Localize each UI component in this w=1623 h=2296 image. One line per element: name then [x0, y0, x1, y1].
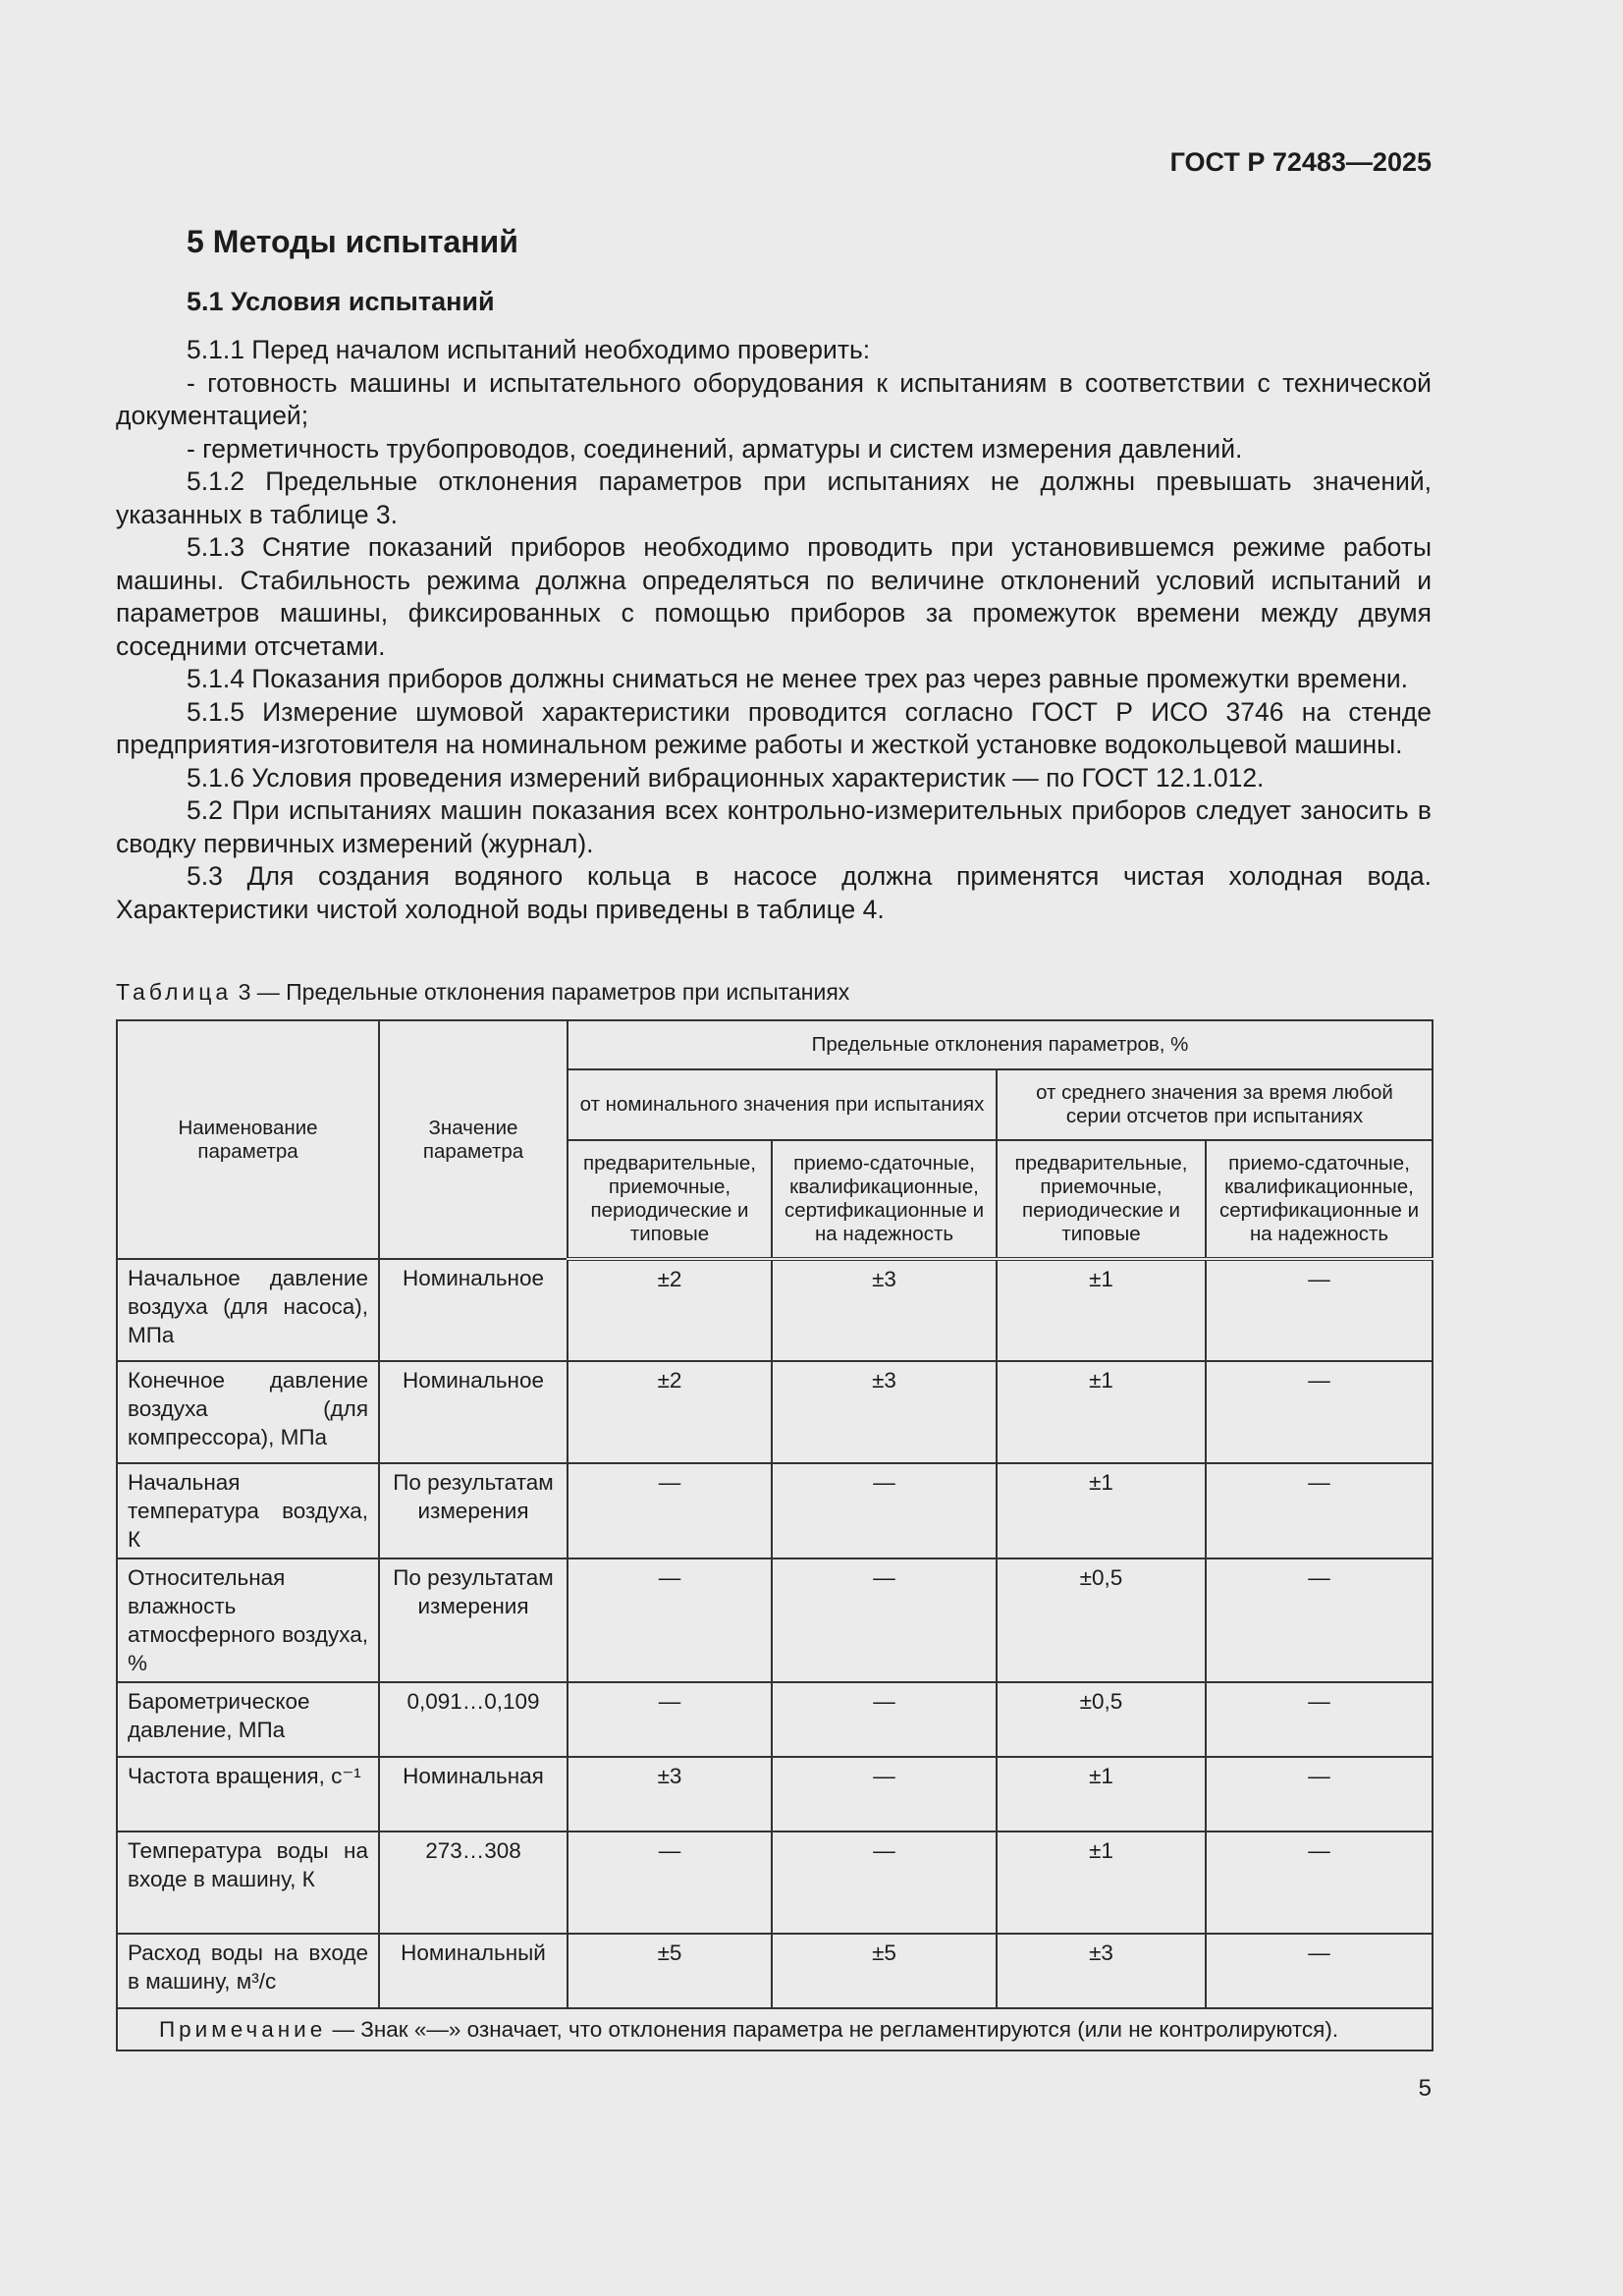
cell-c3: ±1: [997, 1757, 1206, 1831]
subsection-title: 5.1 Условия испытаний: [187, 287, 495, 316]
paragraph: 5.1.5 Измерение шумовой характеристики проводится согласно ГОСТ Р ИСО 3746 на стенде предприятия-изготовителя на номинальном режиме работы и жесткой установке водокольцевой машины.: [116, 696, 1432, 759]
table-caption-text: 3 — Предельные отклонения параметров при испытаниях: [232, 979, 850, 1005]
cell-name: Начальное давление воздуха (для насоса), МПа: [117, 1259, 379, 1361]
cell-c3: ±0,5: [997, 1682, 1206, 1757]
cell-name: Температура воды на входе в машину, К: [117, 1831, 379, 1934]
table-row: [117, 1757, 1433, 1831]
cell-c3: ±0,5: [997, 1558, 1206, 1682]
table-note-label: Примечание: [159, 2017, 327, 2042]
header-limits: Предельные отклонения параметров, %: [568, 1020, 1433, 1069]
cell-c3: ±1: [997, 1463, 1206, 1558]
cell-name: Барометрическое давление, МПа: [117, 1682, 379, 1757]
cell-c1: —: [568, 1682, 772, 1757]
list-item: - готовность машины и испытательного оборудования к испытаниям в соответствии с технической документацией;: [116, 367, 1432, 430]
table-row: [117, 1934, 1433, 2008]
cell-c2: ±3: [772, 1361, 997, 1463]
header-sub-1: предварительные, приемочные, периодические и типовые: [568, 1140, 772, 1259]
cell-c2: —: [772, 1682, 997, 1757]
section-title: 5 Методы испытаний: [187, 224, 518, 259]
paragraph: 5.1.4 Показания приборов должны сниматься не менее трех раз через равные промежутки времени.: [187, 664, 1409, 693]
header-from-nominal: от номинального значения при испытаниях: [568, 1069, 997, 1140]
page-number: 5: [1418, 2075, 1432, 2102]
table-caption-label: Таблица: [116, 979, 233, 1005]
cell-value: По результатам измерения: [379, 1558, 568, 1682]
deviation-table: [116, 1019, 1434, 2051]
paragraph: 5.3 Для создания водяного кольца в насосе должна применятся чистая холодная вода. Характеристики чистой холодной воды приведены в таблице 4.: [116, 861, 1432, 924]
header-sub-2: приемо-сдаточные, квалификационные, сертификационные и на надежность: [772, 1140, 997, 1259]
cell-c4: —: [1206, 1831, 1433, 1934]
cell-name: Начальная температура воздуха, К: [117, 1463, 379, 1558]
header-param-name: Наименование параметра: [117, 1020, 379, 1259]
cell-c1: ±2: [568, 1361, 772, 1463]
header-from-mean: от среднего значения за время любой серии отсчетов при испытаниях: [997, 1069, 1433, 1140]
cell-value: Номинальная: [379, 1757, 568, 1831]
table-note-row: [117, 2008, 1433, 2050]
cell-c3: ±1: [997, 1361, 1206, 1463]
table-caption: [116, 979, 849, 1006]
table-note-text: — Знак «—» означает, что отклонения параметра не регламентируются (или не контролируются).: [326, 2017, 1339, 2042]
table-row: [117, 1463, 1433, 1558]
cell-value: Номинальное: [379, 1259, 568, 1361]
paragraph: 5.1.3 Снятие показаний приборов необходимо проводить при установившемся режиме работы машины. Стабильность режима должна определяться по величине отклонений условий испытаний и параметров машины, фиксированных с помощью приборов за промежуток времени между двумя соседними отсчетами.: [116, 532, 1432, 661]
cell-c2: —: [772, 1831, 997, 1934]
cell-value: 0,091…0,109: [379, 1682, 568, 1757]
cell-name: Конечное давление воздуха (для компрессора), МПа: [117, 1361, 379, 1463]
cell-name: Частота вращения, с⁻¹: [117, 1757, 379, 1831]
cell-c4: —: [1206, 1259, 1433, 1361]
cell-c3: ±1: [997, 1259, 1206, 1361]
header-sub-4: приемо-сдаточные, квалификационные, сертификационные и на надежность: [1206, 1140, 1433, 1259]
cell-c1: —: [568, 1831, 772, 1934]
cell-name: Расход воды на входе в машину, м³/с: [117, 1934, 379, 2008]
cell-c4: —: [1206, 1934, 1433, 2008]
cell-c3: ±1: [997, 1831, 1206, 1934]
table-row: [117, 1558, 1433, 1682]
header-param-value: Значение параметра: [379, 1020, 568, 1259]
paragraph: 5.1.6 Условия проведения измерений вибрационных характеристик — по ГОСТ 12.1.012.: [187, 762, 1265, 793]
table-row: [117, 1361, 1433, 1463]
cell-name: Относительная влажность атмосферного воздуха, %: [117, 1558, 379, 1682]
cell-value: Номинальный: [379, 1934, 568, 2008]
cell-c1: —: [568, 1463, 772, 1558]
cell-value: По результатам измерения: [379, 1463, 568, 1558]
cell-c1: —: [568, 1558, 772, 1682]
cell-c4: —: [1206, 1463, 1433, 1558]
cell-c4: —: [1206, 1757, 1433, 1831]
cell-c2: ±5: [772, 1934, 997, 2008]
table-note: [117, 2008, 1433, 2050]
cell-c2: ±3: [772, 1259, 997, 1361]
cell-c1: ±3: [568, 1757, 772, 1831]
cell-c4: —: [1206, 1682, 1433, 1757]
cell-c2: —: [772, 1757, 997, 1831]
cell-c3: ±3: [997, 1934, 1206, 2008]
cell-c4: —: [1206, 1361, 1433, 1463]
cell-c2: —: [772, 1558, 997, 1682]
cell-c2: —: [772, 1463, 997, 1558]
table-row: [117, 1682, 1433, 1757]
cell-c1: ±2: [568, 1259, 772, 1361]
paragraph: 5.1.2 Предельные отклонения параметров при испытаниях не должны превышать значений, указанных в таблице 3.: [116, 466, 1432, 529]
table-row: [117, 1259, 1433, 1361]
cell-c4: —: [1206, 1558, 1433, 1682]
standard-number: ГОСТ Р 72483—2025: [1169, 147, 1432, 177]
header-sub-3: предварительные, приемочные, периодические и типовые: [997, 1140, 1206, 1259]
cell-c1: ±5: [568, 1934, 772, 2008]
cell-value: 273…308: [379, 1831, 568, 1934]
table-row: [117, 1831, 1433, 1934]
paragraph: 5.2 При испытаниях машин показания всех контрольно-измерительных приборов следует заносить в сводку первичных измерений (журнал).: [116, 795, 1432, 858]
cell-value: Номинальное: [379, 1361, 568, 1463]
body-text: [116, 334, 1432, 926]
paragraph: 5.1.1 Перед началом испытаний необходимо проверить:: [187, 335, 871, 364]
list-item: - герметичность трубопроводов, соединений, арматуры и систем измерения давлений.: [187, 433, 1243, 464]
